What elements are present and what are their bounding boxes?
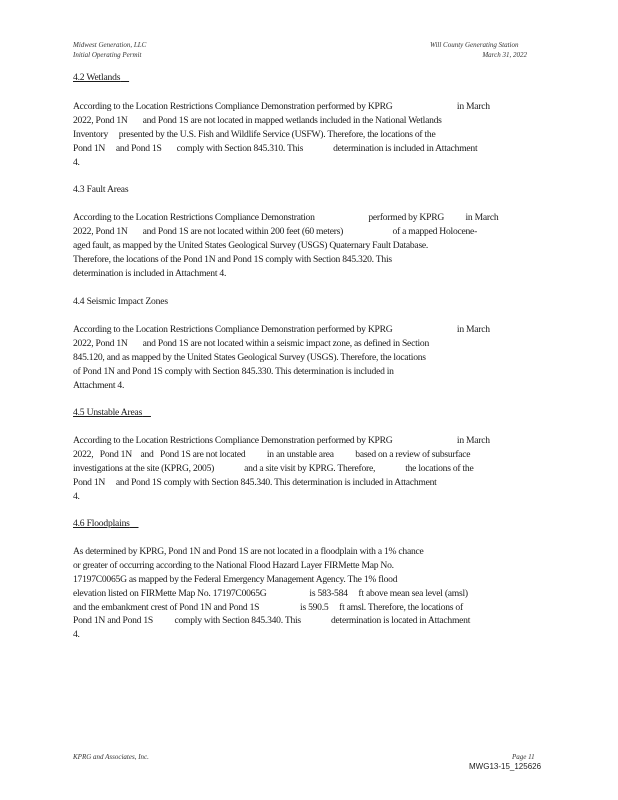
body-line: determination is included in Attachment 4. (73, 267, 227, 279)
section-heading-floodplains: 4.6 Floodplains (73, 518, 130, 529)
body-line: 4. (73, 490, 80, 502)
body-line: 2022, Pond 1N and Pond 1S are not located in an unstable area based on a review of subsurface (73, 448, 471, 460)
section-body-seismic-impact-zones (73, 323, 536, 392)
body-line: 2022, Pond 1N and Pond 1S are not located in mapped wetlands included in the National Wetlands (73, 114, 442, 126)
section-heading-fault-areas: 4.3 Fault Areas (73, 184, 129, 195)
body-line: 2022, Pond 1N and Pond 1S are not located within 200 feet (60 meters) of a mapped Holocene- (73, 225, 478, 237)
body-line: Pond 1N and Pond 1S comply with Section 845.340. This determination is included in Attachment (73, 476, 437, 488)
body-line: Pond 1N and Pond 1S comply with Section 845.340. This determination is located in Attachment (73, 615, 471, 627)
body-line: According to the Location Restrictions Compliance Demonstration performed by KPRG in March (73, 212, 499, 223)
body-line: elevation listed on FIRMette Map No. 17197C0065G is 583-584 ft above mean sea level (amsl) (73, 587, 468, 599)
section-body-wetlands (73, 100, 536, 169)
section-body-fault-areas (73, 211, 536, 280)
header-doc-title: Initial Operating Permit (73, 51, 142, 59)
body-line: 4. (73, 156, 80, 168)
body-line: According to the Location Restrictions Compliance Demonstration performed by KPRG in March (73, 435, 490, 446)
body-line: 4. (73, 629, 80, 641)
body-line: 17197C0065G as mapped by the Federal Emergency Management Agency. The 1% flood (73, 573, 398, 585)
footer-document-code: MWG13-15_125626 (469, 762, 542, 771)
body-line: Therefore, the locations of the Pond 1N and Pond 1S comply with Section 845.320. This (73, 253, 392, 265)
body-line: Pond 1N and Pond 1S comply with Section 845.310. This determination is included in Attachment (73, 142, 478, 154)
body-line: According to the Location Restrictions Compliance Demonstration performed by KPRG in March (73, 101, 490, 112)
header-date: March 31, 2022 (482, 51, 527, 59)
page-header-right (430, 40, 527, 60)
section-heading-seismic-impact-zones: 4.4 Seismic Impact Zones (73, 296, 168, 307)
page-header-left (73, 40, 146, 60)
footer-page-number: Page 11 (512, 753, 535, 761)
body-line: of Pond 1N and Pond 1S comply with Section 845.330. This determination is included in (73, 365, 394, 377)
section-body-floodplains (73, 545, 536, 642)
header-company: Midwest Generation, LLC (73, 41, 147, 49)
body-line: 2022, Pond 1N and Pond 1S are not located within a seismic impact zone, as defined in Section (73, 337, 429, 349)
section-heading-unstable-areas: 4.5 Unstable Areas (73, 407, 143, 418)
body-line: and the embankment crest of Pond 1N and Pond 1S is 590.5 ft amsl. Therefore, the locations of (73, 601, 463, 613)
body-line: Attachment 4. (73, 379, 125, 391)
section-body-unstable-areas (73, 434, 536, 503)
body-line: or greater of occurring according to the National Flood Hazard Layer FIRMette Map No. (73, 559, 394, 571)
body-line: As determined by KPRG, Pond 1N and Pond 1S are not located in a floodplain with a 1% chance (73, 546, 424, 557)
section-heading-wetlands: 4.2 Wetlands (73, 72, 121, 83)
body-line: According to the Location Restrictions Compliance Demonstration performed by KPRG in March (73, 324, 490, 335)
body-line: aged fault, as mapped by the United States Geological Survey (USGS) Quaternary Fault Database. (73, 239, 429, 251)
body-line: investigations at the site (KPRG, 2005) and a site visit by KPRG. Therefore, the locations of the (73, 462, 474, 474)
body-line: 845.120, and as mapped by the United States Geological Survey (USGS). Therefore, the locations (73, 351, 426, 363)
footer-company: KPRG and Associates, Inc. (73, 753, 149, 761)
header-station: Will County Generating Station (430, 41, 519, 49)
body-line: Inventory presented by the U.S. Fish and Wildlife Service (USFW). Therefore, the locations of the (73, 128, 436, 140)
